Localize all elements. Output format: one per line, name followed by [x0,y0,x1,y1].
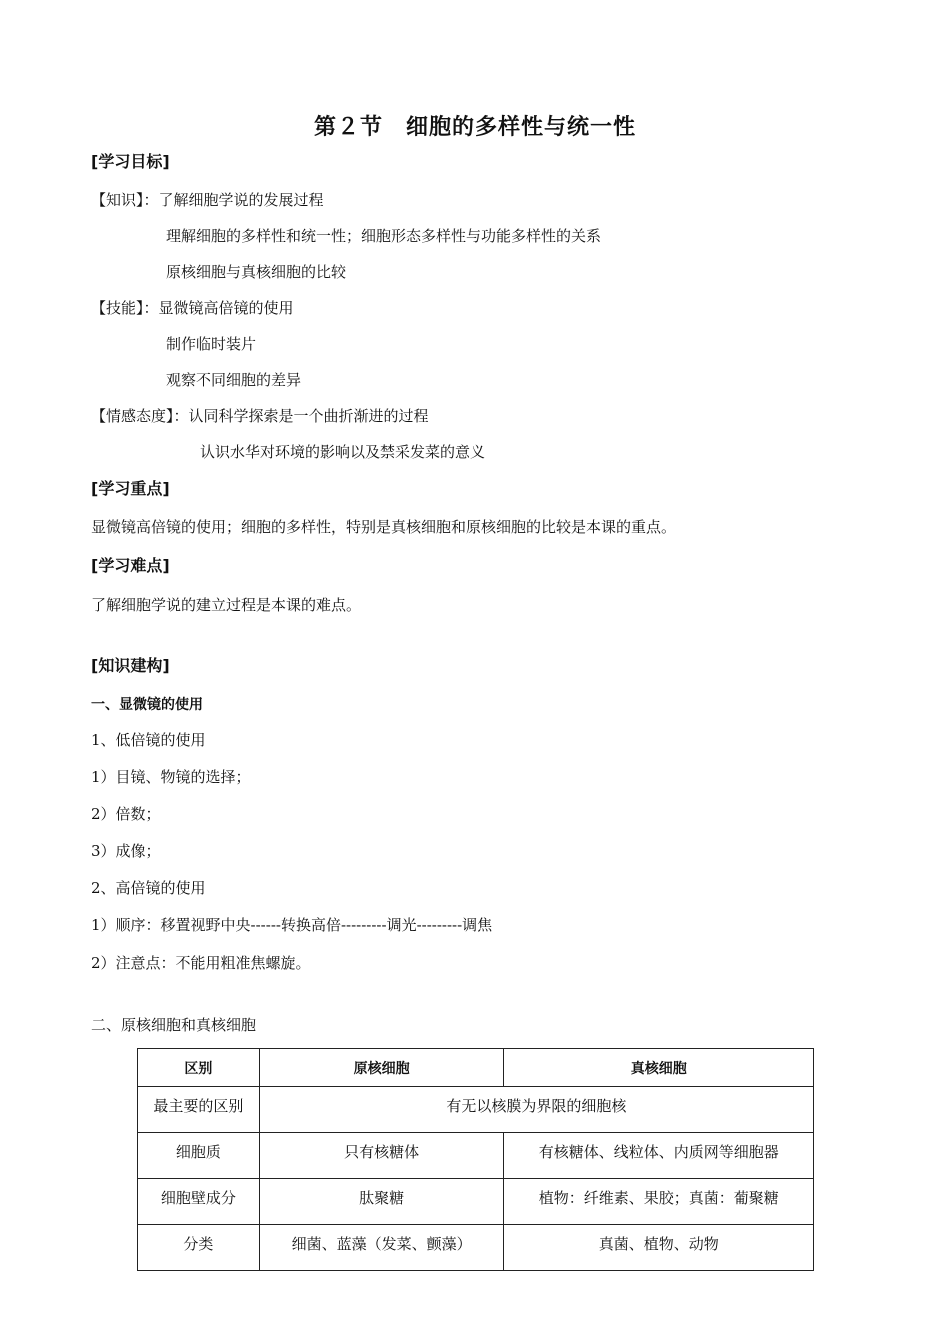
table-header-cell: 真核细胞 [504,1049,814,1087]
table-header-cell: 原核细胞 [259,1049,504,1087]
low-power-item: 3）成像； [91,842,161,860]
knowledge-item: 理解细胞的多样性和统一性；细胞形态多样性与功能多样性的关系 [166,227,602,245]
skill-label: 【技能】： [91,299,159,317]
table-cell: 肽聚糖 [259,1179,504,1225]
table-cell: 植物：纤维素、果胶；真菌：葡聚糖 [504,1179,814,1225]
low-power-title: 1、低倍镜的使用 [91,731,206,749]
section1-title: 一、显微镜的使用 [91,697,203,713]
skill-item: 显微镜高倍镜的使用 [158,299,294,317]
table-cell: 细菌、蓝藻（发菜、颤藻） [259,1225,504,1271]
table-cell: 细胞壁成分 [138,1179,260,1225]
key-points-heading: [学习重点] [91,479,170,498]
table-row [138,1225,814,1271]
skill-line [91,298,294,318]
table-header-cell: 区别 [138,1049,260,1087]
difficulties-heading: [学习难点] [91,556,170,575]
high-power-item: 1）顺序：移置视野中央------转换高倍---------调光---------调焦 [91,916,493,934]
table-cell: 有核糖体、线粒体、内质网等细胞器 [504,1133,814,1179]
table-cell: 有无以核膜为界限的细胞核 [259,1087,813,1133]
table-row [138,1179,814,1225]
table-row [138,1087,814,1133]
knowledge-item: 原核细胞与真核细胞的比较 [166,263,347,281]
comparison-table [137,1048,814,1271]
section2-title: 二、原核细胞和真核细胞 [91,1016,257,1034]
table-header-row [138,1049,814,1087]
knowledge-item: 了解细胞学说的发展过程 [158,191,324,209]
table-cell: 真菌、植物、动物 [504,1225,814,1271]
table-cell: 只有核糖体 [259,1133,504,1179]
skill-item: 观察不同细胞的差异 [166,371,302,389]
objectives-heading: [学习目标] [91,152,170,171]
difficulties-text: 了解细胞学说的建立过程是本课的难点。 [91,596,362,614]
knowledge-label: 【知识】： [91,191,159,209]
knowledge-line [91,190,324,210]
attitude-label: 【情感态度】： [91,407,189,425]
attitude-item: 认同科学探索是一个曲折渐进的过程 [188,407,429,425]
table-row [138,1133,814,1179]
table-cell: 最主要的区别 [138,1087,260,1133]
low-power-item: 1）目镜、物镜的选择； [91,768,251,786]
high-power-title: 2、高倍镜的使用 [91,879,206,897]
high-power-item: 2）注意点：不能用粗准焦螺旋。 [91,954,311,972]
low-power-item: 2）倍数； [91,805,161,823]
skill-item: 制作临时装片 [166,335,257,353]
key-points-text: 显微镜高倍镜的使用；细胞的多样性，特别是真核细胞和原核细胞的比较是本课的重点。 [91,518,677,536]
table-cell: 细胞质 [138,1133,260,1179]
page-title: 第２节 细胞的多样性与统一性 [313,114,636,140]
table-cell: 分类 [138,1225,260,1271]
construction-heading: [知识建构] [91,656,170,675]
attitude-line [91,406,429,426]
attitude-item: 认识水华对环境的影响以及禁采发菜的意义 [200,443,486,461]
